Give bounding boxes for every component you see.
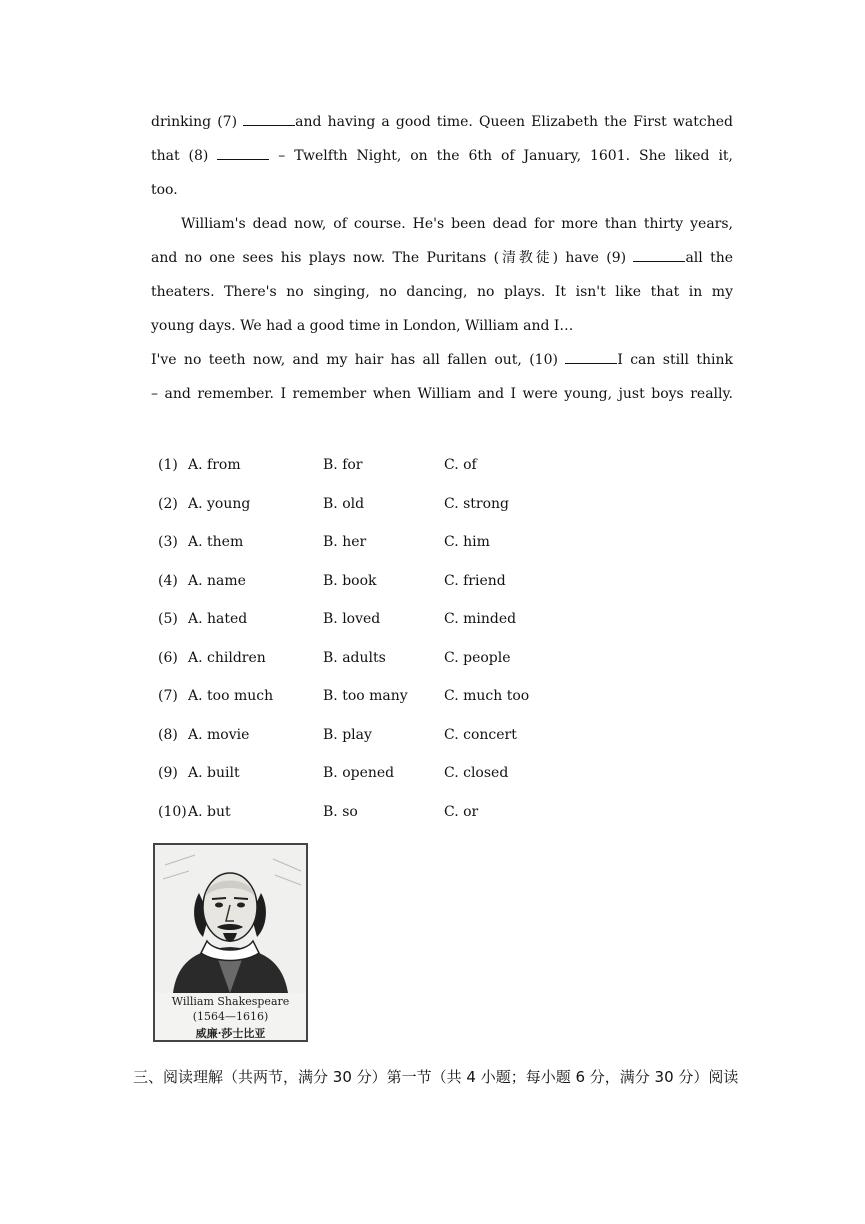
portrait-caption-chinese-name: 威廉·莎士比亚: [195, 1027, 266, 1040]
option-row: (8) A. movie B. play C. concert: [158, 727, 517, 743]
passage-line-1: drinking (7) and having a good time. Queen Elizabeth the First watched: [151, 114, 733, 130]
passage-line-3: too.: [151, 182, 178, 198]
portrait-caption-name: William Shakespeare: [171, 995, 290, 1008]
passage-line-7: young days. We had a good time in London, William and I…: [151, 318, 574, 334]
blank-10: [565, 351, 617, 364]
option-row: (4) A. name B. book C. friend: [158, 573, 506, 589]
option-row: (2) A. young B. old C. strong: [158, 496, 510, 512]
passage-line-4: William's dead now, of course. He's been dead for more than thirty years,: [181, 216, 733, 232]
option-row: (1) A. from B. for C. of: [158, 457, 477, 473]
passage-line-8: I've no teeth now, and my hair has all fallen out, (10) I can still think: [151, 352, 734, 368]
passage-line-5: and no one sees his plays now. The Puritans (清教徒) have (9) all the: [151, 250, 733, 266]
option-row: (6) A. children B. adults C. people: [158, 650, 511, 666]
option-row: (3) A. them B. her C. him: [158, 534, 490, 550]
shakespeare-illustration: [155, 845, 306, 993]
blank-9: [633, 249, 685, 262]
passage-line-6: theaters. There's no singing, no dancing, no plays. It isn't like that in my: [151, 284, 733, 300]
section-heading: 三、阅读理解（共两节，满分 30 分）第一节（共 4 小题；每小题 6 分，满分 30 分）阅读: [133, 1068, 739, 1086]
option-row: (7) A. too much B. too many C. much too: [158, 688, 530, 704]
blank-7: [243, 113, 295, 126]
passage-line-9: – and remember. I remember when William and I were young, just boys really.: [151, 386, 733, 402]
option-row: (9) A. built B. opened C. closed: [158, 765, 509, 781]
blank-8: [217, 147, 269, 160]
option-row: (10) A. but B. so C. or: [158, 804, 479, 820]
option-row: (5) A. hated B. loved C. minded: [158, 611, 517, 627]
portrait-caption-years: (1564—1616): [192, 1010, 269, 1023]
passage-line-2: that (8) – Twelfth Night, on the 6th of January, 1601. She liked it,: [151, 148, 733, 164]
shakespeare-portrait: [153, 843, 308, 1042]
